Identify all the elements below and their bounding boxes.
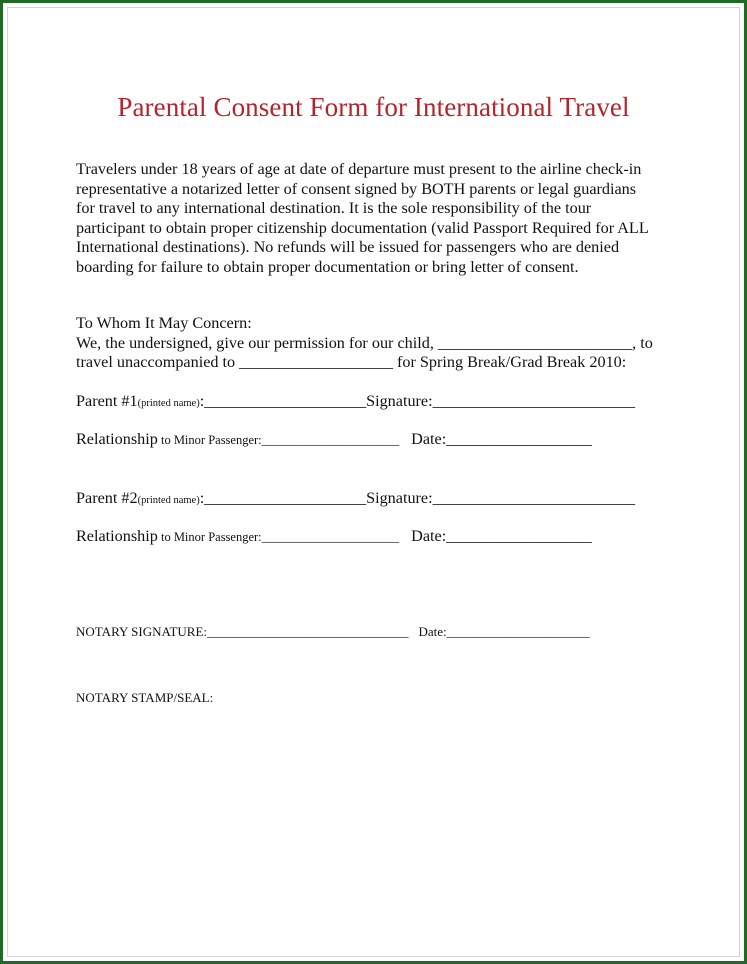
travel-line: travel unaccompanied to ___________________ for Spring Break/Grad Break 2010: (76, 353, 627, 371)
intro-line: Travelers under 18 years of age at date of departure must present to the airline check-in (76, 160, 642, 178)
parent1-row (76, 392, 635, 411)
parent2-date-field[interactable]: Date:__________________ (411, 527, 592, 545)
parent2-name-field[interactable]: :____________________ (199, 489, 367, 507)
parent2-relationship-field[interactable]: ______________________ (261, 530, 400, 544)
parent1-relationship-row (76, 430, 592, 449)
parent2-relationship-label: Relationship (76, 527, 158, 545)
parent2-signature-field[interactable]: Signature:_________________________ (366, 489, 635, 507)
intro-line: participant to obtain proper citizenship documentation (valid Passport Required for ALL (76, 218, 649, 237)
intro-line: representative a notarized letter of consent signed by BOTH parents or legal guardians (76, 179, 637, 198)
notary-signature-field[interactable]: NOTARY SIGNATURE:_______________________________ (76, 624, 409, 639)
parent1-name-field[interactable]: :____________________ (199, 392, 367, 410)
intro-line: boarding for failure to obtain proper documentation or bring letter of consent. (76, 257, 579, 276)
parent1-relationship-field[interactable]: ______________________ (261, 433, 400, 447)
parent2-relationship-hint: to Minor Passenger: (157, 530, 262, 544)
parent2-label: Parent #2 (76, 489, 138, 507)
parent1-relationship-label: Relationship (76, 430, 158, 448)
notary-row (76, 624, 590, 640)
form-title: Parental Consent Form for International Travel (117, 92, 630, 122)
intro-line: for travel to any international destination. It is the sole responsibility of the tour (76, 199, 592, 218)
salutation: To Whom It May Concern: (76, 314, 252, 332)
parent1-signature-field[interactable]: Signature:_________________________ (366, 392, 635, 410)
parent2-relationship-row (76, 527, 592, 546)
parent2-printed-name-hint: (printed name) (137, 495, 200, 506)
parent1-relationship-hint: to Minor Passenger: (157, 433, 262, 447)
parent2-row (76, 489, 635, 508)
parent1-date-field[interactable]: Date:__________________ (411, 430, 592, 448)
notary-stamp-label: NOTARY STAMP/SEAL: (76, 690, 214, 705)
intro-paragraph (76, 160, 649, 278)
intro-line: International destinations). No refunds will be issued for passengers who are denied (76, 238, 620, 257)
parent1-label: Parent #1 (76, 392, 138, 410)
parent1-printed-name-hint: (printed name) (137, 398, 200, 409)
notary-date-field[interactable]: Date:______________________ (418, 624, 590, 639)
permission-line: We, the undersigned, give our permission for our child, ________________________, to (76, 334, 653, 352)
